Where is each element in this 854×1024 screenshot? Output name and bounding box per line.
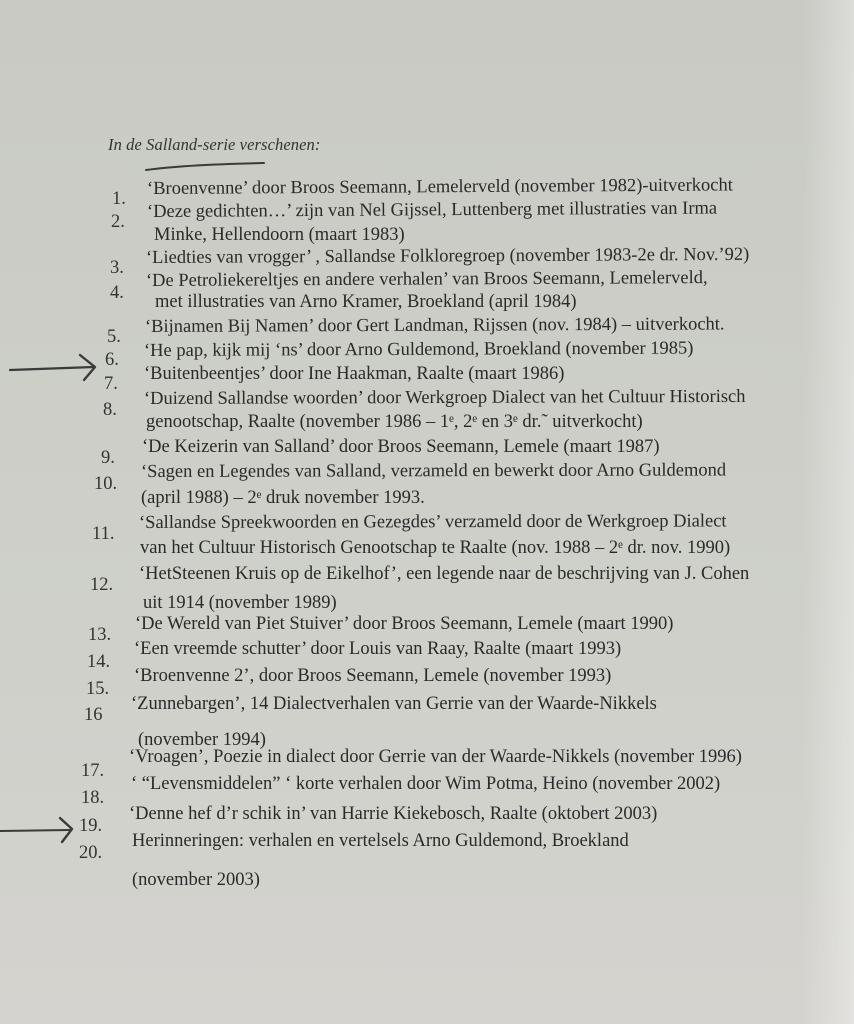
list-item-text: genootschap, Raalte (november 1986 – 1ᵉ, 2ᵉ en 3ᵉ dr.˜ uitverkocht) (146, 412, 643, 432)
list-heading: In de Salland-serie verschenen: (108, 135, 321, 154)
hand-drawn-arrow-icon (8, 352, 98, 382)
list-item-text: van het Cultuur Historisch Genootschap te Raalte (nov. 1988 – 2ᵉ dr. nov. 1990) (140, 538, 731, 558)
list-item-number: 9. (101, 448, 115, 468)
list-item-text: (november 2003) (132, 870, 260, 890)
list-item-number: 16 (84, 705, 103, 725)
list-item-number: 18. (81, 788, 105, 808)
list-item-text: Minke, Hellendoorn (maart 1983) (154, 225, 405, 245)
list-item-number: 10. (94, 474, 118, 494)
list-item-text: met illustraties van Arno Kramer, Broekland (april 1984) (155, 292, 577, 312)
list-item-text: ‘De Petroliekereltjes en andere verhalen’ van Broos Seemann, Lemelerveld, (145, 268, 708, 291)
list-item-text: Herinneringen: verhalen en vertelsels Arno Guldemond, Broekland (132, 831, 629, 851)
list-item-text: ‘Liedties van vrogger’ , Sallandse Folkloregroep (november 1983-2e dr. Nov.’92) (145, 244, 750, 268)
list-item-text: ‘De Keizerin van Salland’ door Broos Seemann, Lemele (maart 1987) (142, 437, 660, 457)
list-item-number: 2. (111, 212, 125, 232)
list-item-text: (november 1994) (138, 730, 266, 750)
list-item-number: 8. (103, 400, 117, 420)
list-item-number: 1. (112, 189, 126, 209)
list-item-number: 20. (79, 843, 103, 863)
hand-drawn-arrow-icon (0, 814, 76, 844)
list-item-number: 17. (81, 761, 105, 781)
list-item-number: 3. (110, 258, 124, 278)
list-item-text: uit 1914 (november 1989) (143, 593, 337, 613)
list-item-text: ‘Vroagen’, Poezie in dialect door Gerrie van der Waarde-Nikkels (november 1996) (129, 747, 742, 767)
list-item-text: ‘He pap, kijk mij ‘ns’ door Arno Guldemond, Broekland (november 1985) (143, 338, 694, 361)
list-item-text: ‘Zunnebargen’, 14 Dialectverhalen van Gerrie van der Waarde-Nikkels (131, 694, 657, 714)
list-item-text: ‘Bijnamen Bij Namen’ door Gert Landman, Rijssen (nov. 1984) – uitverkocht. (144, 314, 725, 337)
list-item-text: ‘ “Levensmiddelen” ‘ korte verhalen door Wim Potma, Heino (november 2002) (131, 774, 721, 794)
list-item-number: 7. (104, 374, 118, 394)
list-item-text: ‘Deze gedichten…’ zijn van Nel Gijssel, Luttenberg met illustraties van Irma (146, 198, 718, 222)
list-item-text: ‘Sallandse Spreekwoorden en Gezegdes’ verzameld door de Werkgroep Dialect (138, 511, 727, 533)
list-item-number: 13. (88, 625, 112, 645)
list-item-text: ‘De Wereld van Piet Stuiver’ door Broos Seemann, Lemele (maart 1990) (135, 614, 674, 634)
list-item-number: 4. (110, 283, 124, 303)
list-item-number: 15. (86, 679, 110, 699)
list-item-text: ‘Een vreemde schutter’ door Louis van Raay, Raalte (maart 1993) (134, 639, 622, 659)
list-item-number: 19. (79, 816, 103, 836)
list-item-text: ‘Sagen en Legendes van Salland, verzameld en bewerkt door Arno Guldemond (140, 460, 727, 482)
list-item-text: ‘Broenvenne 2’, door Broos Seemann, Lemele (november 1993) (134, 666, 612, 686)
list-item-text: ‘Duizend Sallandse woorden’ door Werkgroep Dialect van het Cultuur Historisch (143, 386, 746, 409)
list-item-number: 11. (92, 524, 115, 544)
list-item-number: 6. (105, 350, 119, 370)
list-item-text: (april 1988) – 2ᵉ druk november 1993. (141, 488, 425, 508)
list-item-text: ‘Buitenbeentjes’ door Ine Haakman, Raalte (maart 1986) (144, 364, 565, 384)
list-item-number: 12. (90, 575, 114, 595)
list-item-text: ‘Denne hef d’r schik in’ van Harrie Kiekebosch, Raalte (oktobert 2003) (129, 804, 658, 824)
list-item-text: ‘Broenvenne’ door Broos Seemann, Lemelerveld (november 1982)-uitverkocht (146, 175, 733, 199)
heading-underline (144, 162, 266, 172)
list-item-text: ‘HetSteenen Kruis op de Eikelhof’, een legende naar de beschrijving van J. Cohen (139, 564, 750, 584)
list-item-number: 14. (87, 652, 111, 672)
list-item-number: 5. (107, 327, 121, 347)
